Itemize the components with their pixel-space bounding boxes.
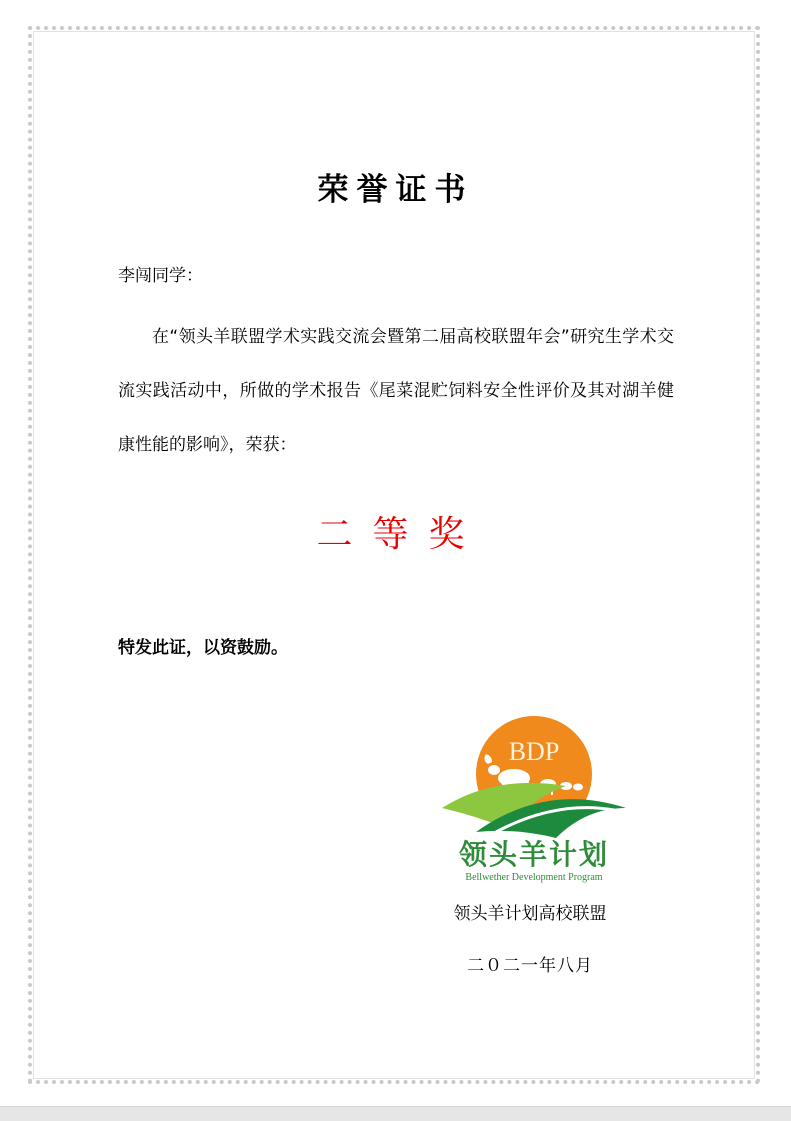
salutation: 李闯同学： [118, 266, 203, 286]
bottom-scroll-bar [0, 1106, 791, 1121]
logo-graphic [436, 712, 632, 884]
body-paragraph: 在“领头羊联盟学术实践交流会暨第二届高校联盟年会”研究生学术交流实践活动中，所做的学术报告《尾菜混贮饲料安全性评价及其对湖羊健康性能的影响》，荣获： [118, 327, 674, 455]
issue-date: 二０二一年八月 [467, 956, 593, 976]
certificate-title: 荣誉证书 [317, 172, 474, 208]
bdp-logo [436, 712, 632, 884]
closing-statement: 特发此证，以资鼓励。 [118, 638, 288, 658]
logo-letters: BDP [508, 737, 560, 766]
logo-english-name: Bellwether Development Program [465, 872, 603, 883]
issuer-name: 领头羊计划高校联盟 [453, 904, 607, 924]
award-level: 二等奖 [316, 514, 485, 555]
logo-chinese-name: 领头羊计划 [458, 838, 610, 871]
